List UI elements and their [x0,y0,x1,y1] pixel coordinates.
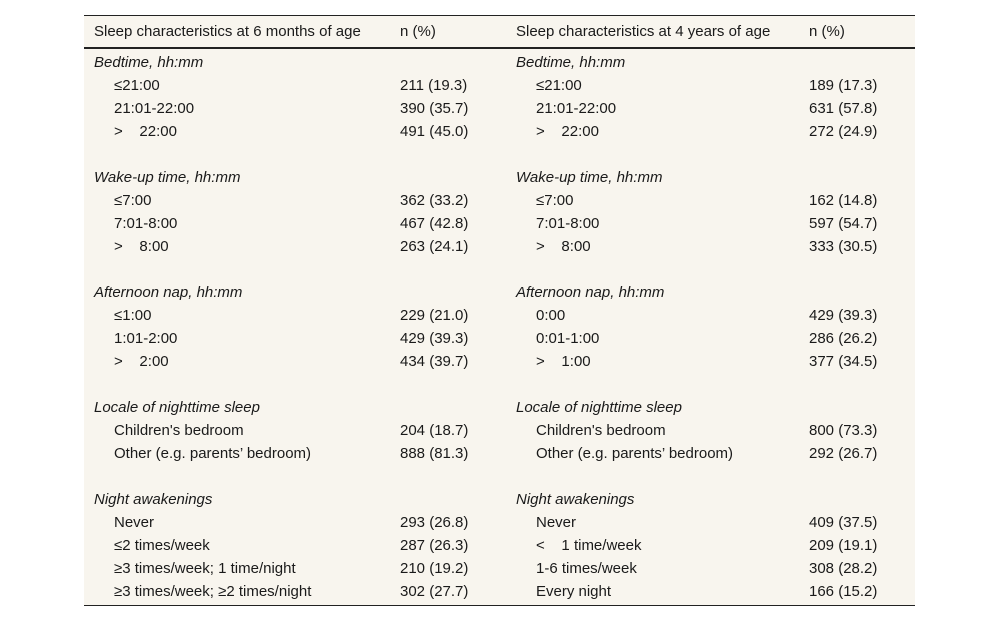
group-row [84,48,915,74]
header-n-6-months: n (%) [390,16,506,48]
count-4-years: 333 (30.5) [809,238,878,255]
count-6-months: 263 (24.1) [400,238,469,255]
count-6-months: 287 (26.3) [400,537,469,554]
count-6-months: 229 (21.0) [400,307,469,324]
count-4-years: 209 (19.1) [809,537,878,554]
table-row [84,189,915,212]
category-6-months: Never [114,514,155,531]
group-row [84,396,915,419]
category-4-years: 1-6 times/week [536,560,637,577]
spacer-row [84,143,915,166]
category-4-years: Every night [536,583,612,600]
count-6-months: 434 (39.7) [400,353,469,370]
category-4-years: 21:01-22:00 [536,100,617,117]
count-6-months: 293 (26.8) [400,514,469,531]
count-4-years: 597 (54.7) [809,215,878,232]
category-4-years: Children's bedroom [536,422,666,439]
header-4-years: Sleep characteristics at 4 years of age [506,16,799,48]
table-row [84,304,915,327]
table-row [84,419,915,442]
category-4-years: Never [536,514,577,531]
category-6-months: ≤2 times/week [114,537,210,554]
table-row [84,511,915,534]
table-row [84,350,915,373]
spacer-row [84,373,915,396]
table-row [84,557,915,580]
category-6-months: Children's bedroom [114,422,244,439]
category-4-years: ≤21:00 [536,77,582,94]
category-4-years: > 8:00 [536,238,591,255]
table-row [84,235,915,258]
count-4-years: 162 (14.8) [809,192,878,209]
table-row [84,534,915,557]
spacer-row [84,465,915,488]
sleep-characteristics-table [84,15,915,606]
count-6-months: 210 (19.2) [400,560,469,577]
category-6-months: Other (e.g. parents’ bedroom) [114,445,312,462]
group-row [84,281,915,304]
category-6-months: 1:01-2:00 [114,330,178,347]
category-4-years: 7:01-8:00 [536,215,600,232]
category-4-years: Other (e.g. parents’ bedroom) [536,445,734,462]
count-6-months: 204 (18.7) [400,422,469,439]
count-4-years: 308 (28.2) [809,560,878,577]
spacer-row [84,258,915,281]
group-label-6-months: Bedtime, hh:mm [94,54,204,71]
group-label-6-months: Afternoon nap, hh:mm [94,284,243,301]
table-body [84,48,915,605]
header-n-4-years: n (%) [799,16,915,48]
category-4-years: ≤7:00 [536,192,574,209]
group-label-6-months: Locale of nighttime sleep [94,399,260,416]
count-4-years: 429 (39.3) [809,307,878,324]
group-label-4-years: Bedtime, hh:mm [516,54,626,71]
count-4-years: 189 (17.3) [809,77,878,94]
count-4-years: 286 (26.2) [809,330,878,347]
category-4-years: 0:01-1:00 [536,330,600,347]
category-6-months: ≤21:00 [114,77,160,94]
count-6-months: 302 (27.7) [400,583,469,600]
count-4-years: 377 (34.5) [809,353,878,370]
category-4-years: > 22:00 [536,123,599,140]
count-6-months: 390 (35.7) [400,100,469,117]
table-row [84,580,915,605]
category-6-months: ≤7:00 [114,192,152,209]
category-6-months: > 8:00 [114,238,169,255]
category-6-months: ≥3 times/week; ≥2 times/night [114,583,312,600]
count-4-years: 631 (57.8) [809,100,878,117]
category-4-years: < 1 time/week [536,537,642,554]
group-label-4-years: Night awakenings [516,491,635,508]
count-6-months: 888 (81.3) [400,445,469,462]
category-4-years: > 1:00 [536,353,591,370]
table-row [84,120,915,143]
count-6-months: 362 (33.2) [400,192,469,209]
count-4-years: 292 (26.7) [809,445,878,462]
table-row [84,327,915,350]
count-4-years: 409 (37.5) [809,514,878,531]
count-4-years: 800 (73.3) [809,422,878,439]
table-row [84,212,915,235]
group-label-6-months: Night awakenings [94,491,213,508]
category-6-months: ≥3 times/week; 1 time/night [114,560,296,577]
header-6-months: Sleep characteristics at 6 months of age [84,16,390,48]
count-6-months: 211 (19.3) [400,77,468,94]
category-6-months: > 2:00 [114,353,169,370]
category-6-months: > 22:00 [114,123,177,140]
category-6-months: 7:01-8:00 [114,215,178,232]
category-4-years: 0:00 [536,307,566,324]
count-4-years: 166 (15.2) [809,583,878,600]
group-label-6-months: Wake-up time, hh:mm [94,169,241,186]
table-row [84,97,915,120]
category-6-months: ≤1:00 [114,307,152,324]
count-6-months: 467 (42.8) [400,215,469,232]
header-row [84,16,915,48]
data-table [84,16,915,605]
count-4-years: 272 (24.9) [809,123,878,140]
group-label-4-years: Locale of nighttime sleep [516,399,682,416]
table-row [84,442,915,465]
category-6-months: 21:01-22:00 [114,100,195,117]
count-6-months: 491 (45.0) [400,123,469,140]
group-row [84,166,915,189]
group-label-4-years: Afternoon nap, hh:mm [516,284,665,301]
table-row [84,74,915,97]
count-6-months: 429 (39.3) [400,330,469,347]
group-label-4-years: Wake-up time, hh:mm [516,169,663,186]
group-row [84,488,915,511]
